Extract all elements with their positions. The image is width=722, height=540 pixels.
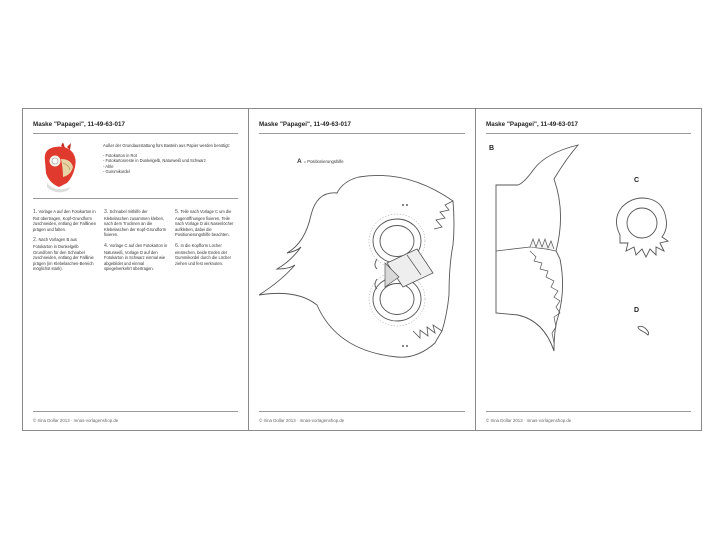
list-item: - Gummikordel bbox=[103, 169, 130, 175]
list-item: - Fotokarton in Rot bbox=[103, 152, 137, 158]
parrot-mask-photo bbox=[37, 143, 81, 193]
step: 5. Teile nach Vorlage C um die Augenöffnungen fixieren, Teile nach Vorlage D als Nasenlöcher aufkleben, dabei die Positionierungshilfe beachten. bbox=[175, 209, 234, 238]
template-c-eye-ring bbox=[612, 193, 674, 259]
steps-column bbox=[104, 209, 168, 277]
divider bbox=[259, 411, 465, 412]
materials-list bbox=[103, 153, 238, 175]
steps-column bbox=[33, 209, 97, 277]
template-b-beak bbox=[494, 139, 584, 359]
divider bbox=[486, 133, 691, 134]
divider bbox=[33, 198, 238, 199]
list-item: - Ahle bbox=[103, 163, 114, 169]
step: 4. Vorlage C auf den Fotokarton in Naturweiß, Vorlage D auf den Fotokarton in Schwarz einmal wie abgebildet und einmal spiegelverkehrt übertragen. bbox=[104, 242, 168, 272]
template-page-a bbox=[248, 108, 476, 431]
template-a-head-outline bbox=[257, 165, 469, 375]
intro-text: Außer der Grundausstattung fürs Basteln aus Papier werden benötigt: bbox=[103, 143, 230, 148]
step: 3. Schnabel mithilfe der Klebelaschen zusammen kleben, nach dem Trocknen an die Klebelaschen der Kopf-Grundform fixieren. bbox=[104, 209, 167, 238]
list-item: - Fotokartonreste in Dunkelgelb, Naturweiß und Schwarz bbox=[103, 158, 206, 164]
step: 6. In die Kopfform Löcher einstechen, beide Enden der Gummikordel durch die Löcher ziehen und fest verknoten. bbox=[175, 242, 231, 266]
template-page-bcd bbox=[475, 108, 702, 431]
template-label-c: C bbox=[634, 177, 640, 184]
instructions-page bbox=[22, 108, 249, 431]
page-title: Maske "Papagei", 11-49-63-017 bbox=[33, 121, 125, 128]
page-footer: © Irina Dollar 2013 · mnas-vorlagenshop.de bbox=[259, 418, 345, 423]
step: 2. Nach Vorlagen B aus Fotokarton in Dunkelgelb Grundform für den Schnabel zuschneiden, entlang der Falllinie prägen (im Klebelaschen-Bereich möglichst stark). bbox=[33, 237, 94, 272]
divider bbox=[33, 411, 238, 412]
step: 1. Vorlage A auf den Fotokarton in Rot übertragen, Kopf-Grundform zuschneiden, entlang der Falllinien prägen und falten. bbox=[33, 209, 97, 232]
template-label-a: A bbox=[297, 158, 302, 165]
steps-column bbox=[175, 209, 239, 271]
page-title: Maske "Papagei", 11-49-63-017 bbox=[259, 121, 351, 128]
divider bbox=[486, 411, 691, 412]
template-label-b: B bbox=[489, 145, 495, 152]
page-title: Maske "Papagei", 11-49-63-017 bbox=[486, 121, 578, 128]
template-d-nostril bbox=[636, 323, 652, 339]
page-footer: © Irina Dollar 2013 · mnas-vorlagenshop.de bbox=[486, 418, 572, 423]
page-footer: © Irina Dollar 2013 · mnas-vorlagenshop.de bbox=[33, 418, 119, 423]
divider bbox=[33, 133, 238, 134]
positioning-hint: A = Positionierungshilfe bbox=[297, 158, 344, 165]
template-label-d: D bbox=[634, 307, 640, 314]
divider bbox=[259, 133, 465, 134]
